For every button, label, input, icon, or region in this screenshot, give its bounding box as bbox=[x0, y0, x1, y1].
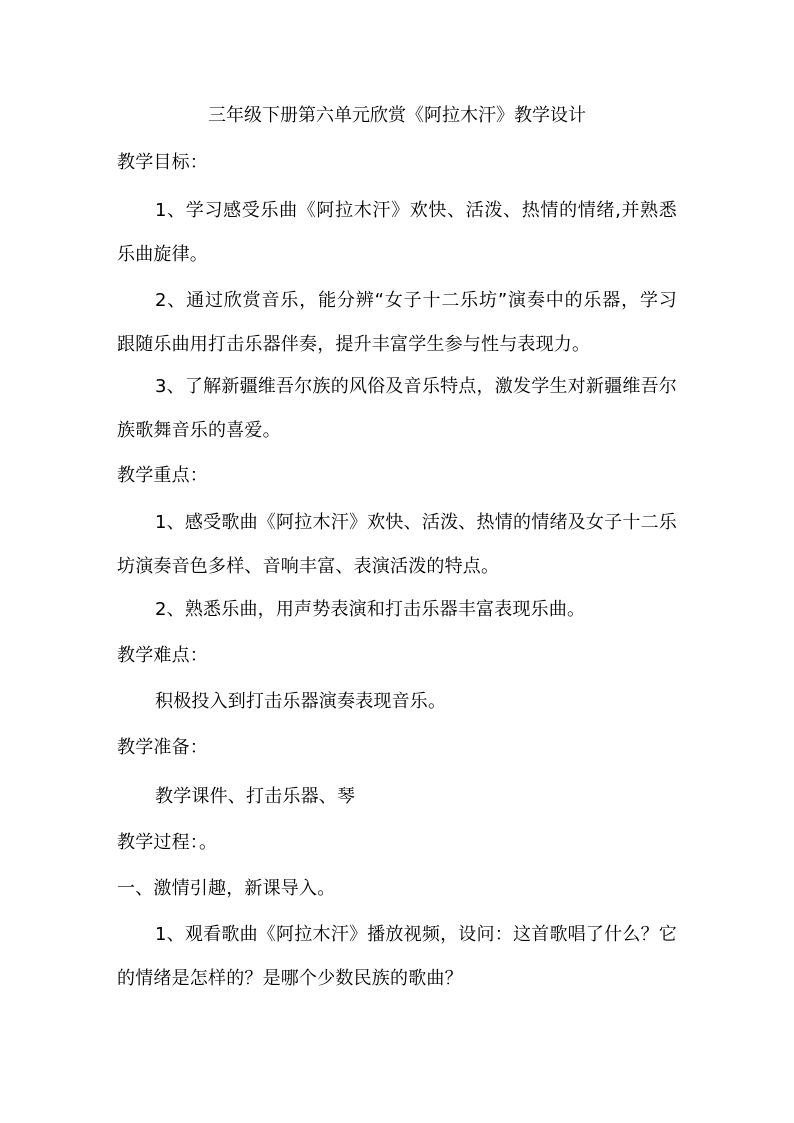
process-heading: 教学过程：。 bbox=[117, 832, 218, 853]
difficulty-item: 积极投入到打击乐器演奏表现音乐。 bbox=[155, 691, 447, 712]
preparation-heading: 教学准备： bbox=[117, 737, 208, 758]
key-point-2: 2、熟悉乐曲，用声势表演和打击乐器丰富表现乐曲。 bbox=[155, 599, 586, 620]
key-point-1: 1、感受歌曲《阿拉木汗》欢快、活泼、热情的情绪及女子十二乐坊演奏音色多样、音响丰富、表演活泼的特点。 bbox=[117, 512, 677, 577]
key-points-heading: 教学重点： bbox=[117, 465, 208, 486]
process-step-1: 1、观看歌曲《阿拉木汗》播放视频，设问：这首歌唱了什么？它的情绪是怎样的？是哪个少数民族的歌曲？ bbox=[117, 924, 677, 989]
objective-3: 3、了解新疆维吾尔族的风俗及音乐特点，激发学生对新疆维吾尔族歌舞音乐的喜爱。 bbox=[117, 376, 677, 441]
process-section-1: 一、激情引趣，新课导入。 bbox=[117, 878, 336, 899]
document-title: 三年级下册第六单元欣赏《阿拉木汗》教学设计 bbox=[208, 105, 586, 126]
preparation-item: 教学课件、打击乐器、琴 bbox=[155, 786, 356, 807]
objective-2: 2、通过欣赏音乐，能分辨“女子十二乐坊”演奏中的乐器，学习跟随乐曲用打击乐器伴奏，提升丰富学生参与性与表现力。 bbox=[117, 290, 677, 355]
objective-1: 1、学习感受乐曲《阿拉木汗》欢快、活泼、热情的情绪,并熟悉乐曲旋律。 bbox=[117, 200, 677, 265]
objectives-heading: 教学目标： bbox=[117, 152, 208, 173]
difficulty-heading: 教学难点： bbox=[117, 645, 208, 666]
